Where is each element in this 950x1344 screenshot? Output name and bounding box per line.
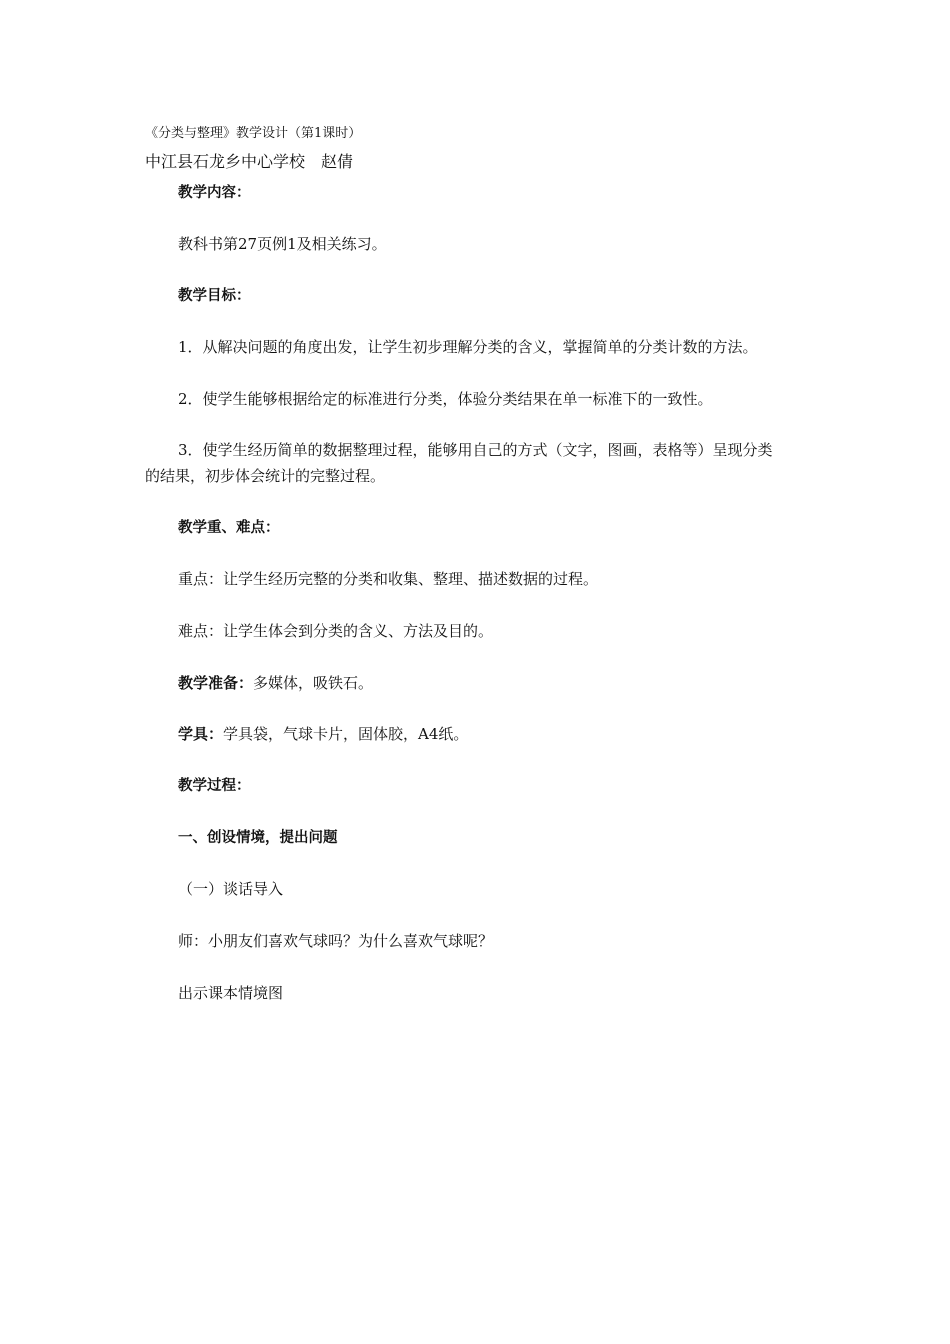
section-1-heading: 一、创设情境，提出问题 [178,830,338,846]
teaching-prep-label: 教学准备： [178,674,254,692]
subsection-1-heading: （一）谈话导入 [178,880,284,898]
goals-heading: 教学目标： [178,288,251,304]
goal-3-line-2: 的结果，初步体会统计的完整过程。 [145,467,386,485]
teaching-prep-line [178,673,373,693]
goal-3-line-1: 3．使学生经历简单的数据整理过程，能够用自己的方式（文字，图画，表格等）呈现分类 [178,441,773,459]
author-line: 中江县石龙乡中心学校 赵倩 [145,152,354,171]
process-heading: 教学过程： [178,778,251,794]
show-scene-line: 出示课本情境图 [178,984,284,1002]
goal-2: 2．使学生能够根据给定的标准进行分类，体验分类结果在单一标准下的一致性。 [178,390,713,408]
tools-label: 学具： [178,725,224,743]
document-title: 《分类与整理》教学设计（第1课时） [145,126,362,141]
tools-line [178,724,468,744]
content-text: 教科书第27页例1及相关练习。 [178,235,387,253]
tools-text: 学具袋，气球卡片，固体胶，A4纸。 [223,725,469,743]
key-point: 重点：让学生经历完整的分类和收集、整理、描述数据的过程。 [178,570,599,588]
difficult-point: 难点：让学生体会到分类的含义、方法及目的。 [178,622,494,640]
teaching-prep-text: 多媒体，吸铁石。 [253,674,374,692]
key-difficult-heading: 教学重、难点： [178,520,280,536]
teacher-line: 师：小朋友们喜欢气球吗？为什么喜欢气球呢？ [178,932,494,950]
content-heading: 教学内容： [178,185,251,201]
goal-1: 1．从解决问题的角度出发，让学生初步理解分类的含义，掌握简单的分类计数的方法。 [178,338,758,356]
